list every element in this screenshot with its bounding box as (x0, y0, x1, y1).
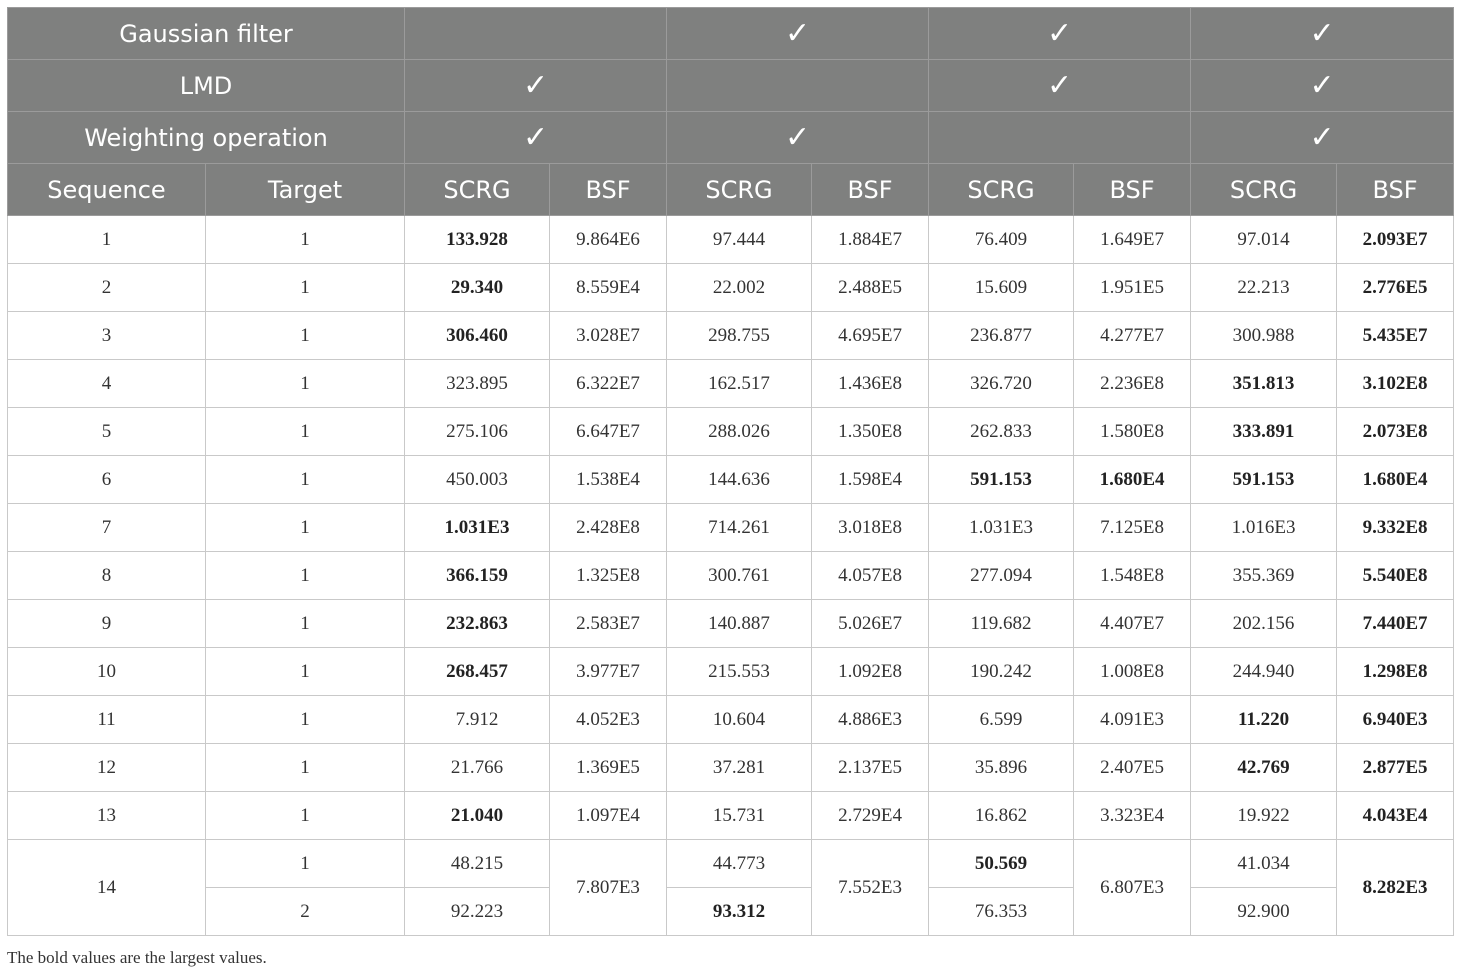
header-row-gaussian (8, 8, 1454, 60)
scrg-cell: 6.599 (929, 696, 1074, 744)
check-mark: ✓ (1191, 8, 1454, 60)
scrg-cell: 119.682 (929, 600, 1074, 648)
bsf-cell: 9.332E8 (1337, 504, 1454, 552)
scrg-cell: 215.553 (667, 648, 812, 696)
target-cell: 1 (206, 360, 405, 408)
bsf-cell: 3.102E8 (1337, 360, 1454, 408)
bsf-cell: 1.598E4 (812, 456, 929, 504)
table-row (8, 792, 1454, 840)
bsf-cell: 1.884E7 (812, 216, 929, 264)
table-row (8, 696, 1454, 744)
column-header: SCRG (405, 164, 550, 216)
scrg-cell: 714.261 (667, 504, 812, 552)
scrg-cell: 326.720 (929, 360, 1074, 408)
table-row (8, 264, 1454, 312)
target-cell: 1 (206, 216, 405, 264)
sequence-cell: 5 (8, 408, 206, 456)
scrg-cell: 236.877 (929, 312, 1074, 360)
bsf-cell: 9.864E6 (550, 216, 667, 264)
column-header: SCRG (929, 164, 1074, 216)
scrg-cell: 591.153 (1191, 456, 1337, 504)
scrg-cell: 37.281 (667, 744, 812, 792)
target-cell: 1 (206, 840, 405, 888)
target-cell: 1 (206, 600, 405, 648)
target-cell: 1 (206, 504, 405, 552)
bsf-cell: 2.093E7 (1337, 216, 1454, 264)
scrg-cell: 298.755 (667, 312, 812, 360)
check-mark: ✓ (405, 60, 667, 112)
scrg-cell: 268.457 (405, 648, 550, 696)
target-cell: 1 (206, 552, 405, 600)
bsf-cell: 4.695E7 (812, 312, 929, 360)
scrg-cell: 44.773 (667, 840, 812, 888)
bsf-cell: 1.649E7 (1074, 216, 1191, 264)
column-header: Target (206, 164, 405, 216)
sequence-cell: 7 (8, 504, 206, 552)
bsf-cell: 5.540E8 (1337, 552, 1454, 600)
bsf-cell: 1.680E4 (1074, 456, 1191, 504)
bsf-cell: 7.807E3 (550, 840, 667, 936)
scrg-cell: 22.213 (1191, 264, 1337, 312)
bsf-cell: 4.277E7 (1074, 312, 1191, 360)
scrg-cell: 306.460 (405, 312, 550, 360)
scrg-cell: 1.031E3 (929, 504, 1074, 552)
table-row (8, 408, 1454, 456)
sequence-cell: 8 (8, 552, 206, 600)
header-row-lmd (8, 60, 1454, 112)
bsf-cell: 2.073E8 (1337, 408, 1454, 456)
table-row (8, 456, 1454, 504)
column-header: BSF (1337, 164, 1454, 216)
sequence-cell: 11 (8, 696, 206, 744)
scrg-cell: 35.896 (929, 744, 1074, 792)
target-cell: 1 (206, 696, 405, 744)
check-mark (929, 112, 1191, 164)
bsf-cell: 4.886E3 (812, 696, 929, 744)
bsf-cell: 2.488E5 (812, 264, 929, 312)
scrg-cell: 41.034 (1191, 840, 1337, 888)
table-row (8, 552, 1454, 600)
scrg-cell: 15.731 (667, 792, 812, 840)
scrg-cell: 92.223 (405, 888, 550, 936)
bsf-cell: 3.977E7 (550, 648, 667, 696)
sequence-cell: 6 (8, 456, 206, 504)
scrg-cell: 190.242 (929, 648, 1074, 696)
scrg-cell: 300.761 (667, 552, 812, 600)
bsf-cell: 1.298E8 (1337, 648, 1454, 696)
bsf-cell: 1.548E8 (1074, 552, 1191, 600)
bsf-cell: 1.951E5 (1074, 264, 1191, 312)
scrg-cell: 7.912 (405, 696, 550, 744)
scrg-cell: 22.002 (667, 264, 812, 312)
column-header: BSF (550, 164, 667, 216)
bsf-cell: 1.008E8 (1074, 648, 1191, 696)
check-mark (667, 60, 929, 112)
table-row (8, 840, 1454, 888)
sequence-cell: 3 (8, 312, 206, 360)
sequence-cell: 12 (8, 744, 206, 792)
scrg-cell: 202.156 (1191, 600, 1337, 648)
scrg-cell: 244.940 (1191, 648, 1337, 696)
scrg-cell: 133.928 (405, 216, 550, 264)
check-mark (405, 8, 667, 60)
target-cell: 1 (206, 792, 405, 840)
table-row (8, 312, 1454, 360)
bsf-cell: 1.580E8 (1074, 408, 1191, 456)
bsf-cell: 3.028E7 (550, 312, 667, 360)
bsf-cell: 2.428E8 (550, 504, 667, 552)
bsf-cell: 5.435E7 (1337, 312, 1454, 360)
scrg-cell: 21.766 (405, 744, 550, 792)
scrg-cell: 19.922 (1191, 792, 1337, 840)
column-header: SCRG (1191, 164, 1337, 216)
target-cell: 1 (206, 648, 405, 696)
scrg-cell: 48.215 (405, 840, 550, 888)
scrg-cell: 591.153 (929, 456, 1074, 504)
scrg-cell: 144.636 (667, 456, 812, 504)
sequence-cell: 14 (8, 840, 206, 936)
header-row-weighting (8, 112, 1454, 164)
bsf-cell: 2.877E5 (1337, 744, 1454, 792)
target-cell: 1 (206, 312, 405, 360)
check-mark: ✓ (667, 112, 929, 164)
bsf-cell: 4.057E8 (812, 552, 929, 600)
scrg-cell: 323.895 (405, 360, 550, 408)
scrg-cell: 42.769 (1191, 744, 1337, 792)
scrg-cell: 232.863 (405, 600, 550, 648)
scrg-cell: 10.604 (667, 696, 812, 744)
bsf-cell: 1.680E4 (1337, 456, 1454, 504)
table-row (8, 216, 1454, 264)
bsf-cell: 2.236E8 (1074, 360, 1191, 408)
scrg-cell: 333.891 (1191, 408, 1337, 456)
header-label: Weighting operation (8, 112, 405, 164)
scrg-cell: 351.813 (1191, 360, 1337, 408)
sequence-cell: 1 (8, 216, 206, 264)
table-body (8, 216, 1454, 936)
bsf-cell: 8.282E3 (1337, 840, 1454, 936)
bsf-cell: 1.350E8 (812, 408, 929, 456)
target-cell: 2 (206, 888, 405, 936)
check-mark: ✓ (929, 8, 1191, 60)
header-label: LMD (8, 60, 405, 112)
sequence-cell: 10 (8, 648, 206, 696)
bsf-cell: 1.538E4 (550, 456, 667, 504)
results-table (7, 7, 1454, 936)
target-cell: 1 (206, 744, 405, 792)
bsf-cell: 1.092E8 (812, 648, 929, 696)
scrg-cell: 140.887 (667, 600, 812, 648)
check-mark: ✓ (1191, 112, 1454, 164)
target-cell: 1 (206, 408, 405, 456)
table-row (8, 504, 1454, 552)
bsf-cell: 2.729E4 (812, 792, 929, 840)
check-mark: ✓ (405, 112, 667, 164)
scrg-cell: 355.369 (1191, 552, 1337, 600)
bsf-cell: 6.322E7 (550, 360, 667, 408)
bsf-cell: 1.325E8 (550, 552, 667, 600)
bsf-cell: 6.647E7 (550, 408, 667, 456)
bsf-cell: 4.043E4 (1337, 792, 1454, 840)
check-mark: ✓ (1191, 60, 1454, 112)
scrg-cell: 92.900 (1191, 888, 1337, 936)
bsf-cell: 1.097E4 (550, 792, 667, 840)
bsf-cell: 2.776E5 (1337, 264, 1454, 312)
bsf-cell: 2.407E5 (1074, 744, 1191, 792)
column-header: SCRG (667, 164, 812, 216)
bsf-cell: 1.369E5 (550, 744, 667, 792)
footnote: The bold values are the largest values. (7, 948, 267, 967)
bsf-cell: 8.559E4 (550, 264, 667, 312)
scrg-cell: 97.444 (667, 216, 812, 264)
column-header: BSF (1074, 164, 1191, 216)
sequence-cell: 13 (8, 792, 206, 840)
scrg-cell: 97.014 (1191, 216, 1337, 264)
bsf-cell: 2.583E7 (550, 600, 667, 648)
scrg-cell: 93.312 (667, 888, 812, 936)
bsf-cell: 5.026E7 (812, 600, 929, 648)
check-mark: ✓ (929, 60, 1191, 112)
bsf-cell: 4.052E3 (550, 696, 667, 744)
scrg-cell: 288.026 (667, 408, 812, 456)
scrg-cell: 11.220 (1191, 696, 1337, 744)
bsf-cell: 7.440E7 (1337, 600, 1454, 648)
scrg-cell: 76.353 (929, 888, 1074, 936)
scrg-cell: 262.833 (929, 408, 1074, 456)
scrg-cell: 21.040 (405, 792, 550, 840)
scrg-cell: 450.003 (405, 456, 550, 504)
scrg-cell: 1.016E3 (1191, 504, 1337, 552)
bsf-cell: 7.125E8 (1074, 504, 1191, 552)
bsf-cell: 3.323E4 (1074, 792, 1191, 840)
table-row (8, 360, 1454, 408)
scrg-cell: 366.159 (405, 552, 550, 600)
column-header-row (8, 164, 1454, 216)
scrg-cell: 1.031E3 (405, 504, 550, 552)
target-cell: 1 (206, 264, 405, 312)
bsf-cell: 6.940E3 (1337, 696, 1454, 744)
scrg-cell: 16.862 (929, 792, 1074, 840)
bsf-cell: 4.091E3 (1074, 696, 1191, 744)
sequence-cell: 4 (8, 360, 206, 408)
table-row (8, 600, 1454, 648)
column-header: Sequence (8, 164, 206, 216)
bsf-cell: 7.552E3 (812, 840, 929, 936)
bsf-cell: 1.436E8 (812, 360, 929, 408)
scrg-cell: 76.409 (929, 216, 1074, 264)
scrg-cell: 277.094 (929, 552, 1074, 600)
scrg-cell: 300.988 (1191, 312, 1337, 360)
scrg-cell: 162.517 (667, 360, 812, 408)
scrg-cell: 29.340 (405, 264, 550, 312)
scrg-cell: 15.609 (929, 264, 1074, 312)
check-mark: ✓ (667, 8, 929, 60)
table-row (8, 888, 1454, 936)
bsf-cell: 4.407E7 (1074, 600, 1191, 648)
table-row (8, 744, 1454, 792)
table-row (8, 648, 1454, 696)
bsf-cell: 2.137E5 (812, 744, 929, 792)
bsf-cell: 3.018E8 (812, 504, 929, 552)
column-header: BSF (812, 164, 929, 216)
scrg-cell: 275.106 (405, 408, 550, 456)
scrg-cell: 50.569 (929, 840, 1074, 888)
bsf-cell: 6.807E3 (1074, 840, 1191, 936)
header-label: Gaussian filter (8, 8, 405, 60)
sequence-cell: 9 (8, 600, 206, 648)
sequence-cell: 2 (8, 264, 206, 312)
target-cell: 1 (206, 456, 405, 504)
